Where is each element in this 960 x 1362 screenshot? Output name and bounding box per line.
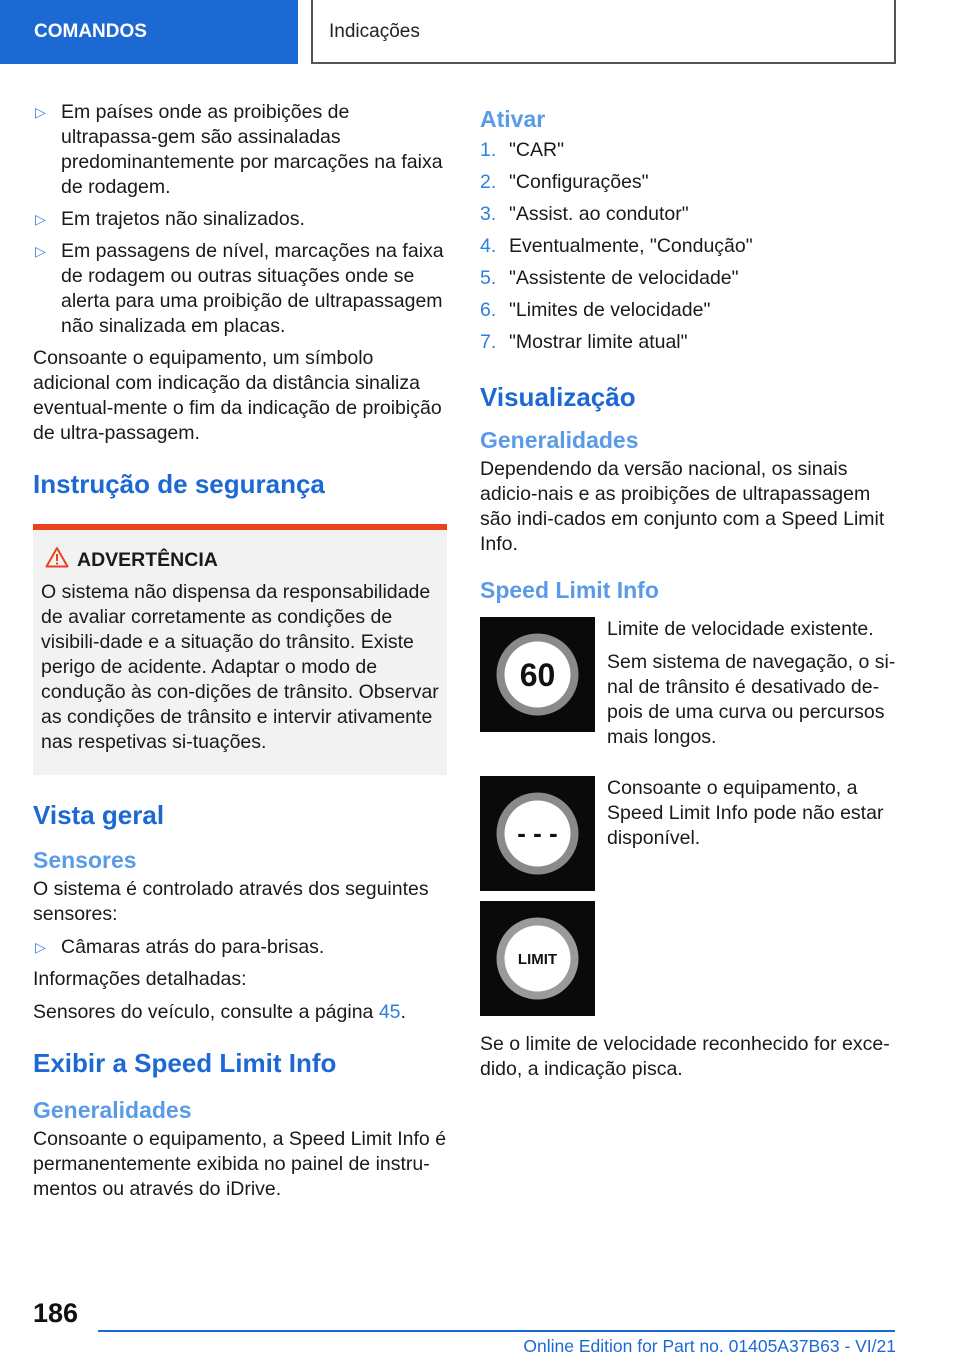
footer-divider (98, 1330, 895, 1332)
warning-box (33, 524, 447, 775)
speed-value: 60 (519, 657, 556, 693)
activate-heading: Ativar (480, 106, 546, 132)
step-item: 3. "Assist. ao condutor" (480, 203, 689, 225)
symbol-row-limit (480, 901, 896, 1016)
symbol-60-text-b: Sem sistema de navegação, o si-nal de trânsito é desativado de-pois de uma curva ou percursos mais longos. (607, 651, 896, 748)
step-item: 4. Eventualmente, "Condução" (480, 235, 753, 257)
page-link[interactable]: 45 (378, 1001, 401, 1023)
details-reference: Sensores do veículo, consulte a página 45. (33, 1001, 406, 1023)
speed-limit-unavailable-icon (480, 776, 595, 891)
triangle-bullet-icon: ▷ (35, 243, 46, 259)
symbol-60-text-a: Limite de velocidade existente. (607, 618, 874, 640)
triangle-bullet-icon: ▷ (35, 104, 46, 120)
sensors-text: O sistema é controlado através dos seguintes sensores: (33, 878, 429, 925)
general-text-left: Consoante o equipamento, a Speed Limit Info é permanentemente exibida no painel de instru-mentos ou através do iDrive. (33, 1128, 447, 1200)
warning-text: O sistema não dispensa da responsabilidade de avaliar corretamente as condições de visibili-dade e a situação do trânsito. Existe perigo de acidente. Adaptar o modo de condução às con-dições de trânsito. Observar as condições de trânsito e intervir ativamente nas respetivas si-tuações. (41, 581, 439, 753)
details-label: Informações detalhadas: (33, 968, 247, 990)
sensors-heading: Sensores (33, 847, 137, 873)
safety-heading: Instrução de segurança (33, 469, 325, 499)
limit-label: LIMIT (517, 951, 558, 968)
step-item: 1. "CAR" (480, 139, 565, 161)
step-item: 5. "Assistente de velocidade" (480, 267, 739, 289)
blink-text: Se o limite de velocidade reconhecido for exce-dido, a indicação pisca. (480, 1033, 890, 1080)
section-tab: COMANDOS (0, 0, 298, 64)
footer-edition: Online Edition for Part no. 01405A37B63 - VI/21 (523, 1336, 896, 1356)
chapter-title: Indicações (311, 0, 896, 64)
triangle-bullet-icon: ▷ (35, 939, 46, 955)
page-number: 186 (33, 1298, 79, 1328)
symbol-row-60 (480, 617, 896, 758)
speed-limit-60-icon (480, 617, 595, 732)
step-item: 7. "Mostrar limite atual" (480, 331, 688, 353)
triangle-bullet-icon: ▷ (35, 211, 46, 227)
general-heading-right: Generalidades (480, 427, 639, 453)
general-heading-left: Generalidades (33, 1097, 192, 1123)
list-item: ▷ Em países onde as proibições de ultrapassa-gem são assinaladas predominantemente por marcações na faixa de rodagem. (35, 101, 443, 198)
left-column (33, 100, 447, 1210)
display-heading: Exibir a Speed Limit Info (33, 1048, 337, 1078)
step-item: 6. "Limites de velocidade" (480, 299, 711, 321)
warning-triangle-icon (45, 546, 69, 574)
visualization-heading: Visualização (480, 382, 636, 412)
list-item: ▷ Câmaras atrás do para-brisas. (35, 936, 325, 958)
speed-limit-info-heading: Speed Limit Info (480, 577, 659, 603)
general-text-right: Dependendo da versão nacional, os sinais adicio-nais e as proibições de ultrapassagem são indi-cados em conjunto com a Speed Limit Info. (480, 458, 885, 555)
symbol-dashes-text: Consoante o equipamento, a Speed Limit Info pode não estar disponível. (607, 777, 884, 849)
list-item: ▷ Em trajetos não sinalizados. (35, 208, 305, 230)
right-column (480, 100, 896, 1090)
warning-title: ADVERTÊNCIA (41, 548, 439, 572)
overview-heading: Vista geral (33, 800, 165, 830)
list-item: ▷ Em passagens de nível, marcações na faixa de rodagem ou outras situações onde se alerta para uma proibição de ultrapassagem não sinalizada em placas. (35, 240, 444, 337)
equipment-paragraph: Consoante o equipamento, um símbolo adicional com indicação da distância sinaliza eventual-mente o fim da indicação de proibição de ultra-passagem. (33, 347, 442, 444)
unavailable-value: - - - (517, 818, 558, 848)
symbol-row-dashes (480, 776, 896, 891)
limit-exceeded-icon (480, 901, 595, 1016)
step-item: 2. "Configurações" (480, 171, 649, 193)
